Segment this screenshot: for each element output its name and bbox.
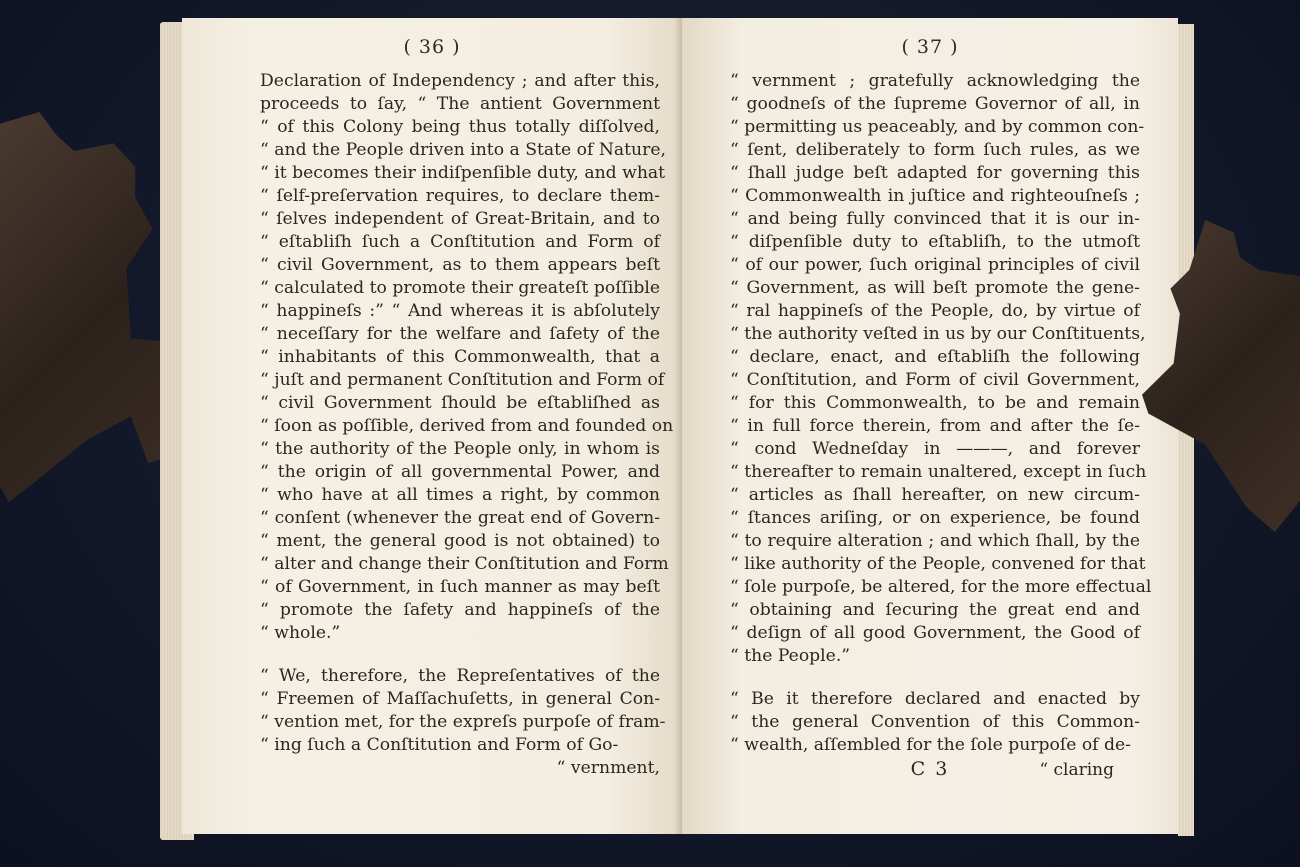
text-line: “ Conſtitution, and Form of civil Government, [730,370,1140,390]
text-line: “ ing ſuch a Conſtitution and Form of Go- [260,735,619,755]
text-line: “ juſt and permanent Conſtitution and Form of [260,370,665,390]
text-line: “ the authority veſted in us by our Conſtituents, [730,324,1146,344]
text-line: “ Be it therefore declared and enacted by [730,689,1140,709]
text-line: “ vernment ; gratefully acknowledging the [730,71,1140,91]
paragraph-gap [730,668,1140,688]
text-line: “ the general Convention of this Common- [730,712,1140,732]
catchword-right: “ claring [1039,760,1114,780]
text-line: “ the People.” [730,646,851,666]
text-line: “ eſtabliſh ſuch a Conſtitution and Form of [260,232,660,252]
text-line: “ promote the ſafety and happineſs of the [260,600,660,620]
text-line: “ civil Government, as to them appears beſt [260,255,660,275]
text-line: “ alter and change their Conſtitution and Form [260,554,669,574]
text-line: “ the origin of all governmental Power, and [260,462,660,482]
text-line: “ of our power, ſuch original principles of civil [730,255,1140,275]
left-page-text [260,70,674,780]
right-page [682,18,1178,834]
text-line: “ deſign of all good Government, the Good of [730,623,1140,643]
text-line: “ in full force therein, from and after the ſe- [730,416,1140,436]
text-line: proceeds to ſay, “ The antient Government [260,94,660,114]
text-line: “ declare, enact, and eſtabliſh the following [730,347,1140,367]
text-line: “ ſelves independent of Great-Britain, and to [260,209,660,229]
text-line: “ ſelf-preſervation requires, to declare them- [260,186,660,206]
text-line: “ ſent, deliberately to form ſuch rules, as we [730,140,1140,160]
right-page-text [730,70,1152,757]
text-line: “ inhabitants of this Commonwealth, that a [260,347,660,367]
text-line: “ vention met, for the expreſs purpoſe of fram- [260,712,666,732]
text-line: “ Freemen of Maſſachuſetts, in general Con- [260,689,660,709]
text-line: “ Government, as will beſt promote the gene- [730,278,1140,298]
text-line: “ and being fully convinced that it is our in- [730,209,1140,229]
text-line: “ happineſs :” “ And whereas it is abſolutely [260,301,660,321]
text-line: “ of this Colony being thus totally diſſolved, [260,117,660,137]
text-line: “ the authority of the People only, in whom is [260,439,660,459]
text-line: “ calculated to promote their greateſt poſſible [260,278,661,298]
text-line: “ whole.” [260,623,341,643]
text-line: “ to require alteration ; and which ſhall, by the [730,531,1140,551]
left-page [182,18,682,834]
text-line: “ obtaining and ſecuring the great end and [730,600,1140,620]
text-line: “ for this Commonwealth, to be and remain [730,393,1140,413]
text-line: “ and the People driven into a State of Nature, [260,140,666,160]
text-line: “ conſent (whenever the great end of Govern- [260,508,660,528]
text-line: “ wealth, aſſembled for the ſole purpoſe of de- [730,735,1131,755]
text-line: “ ſhall judge beſt adapted for governing this [730,163,1140,183]
text-line: “ like authority of the People, convened for that [730,554,1146,574]
text-line: “ ral happineſs of the People, do, by virtue of [730,301,1140,321]
catchword: “ vernment, [556,758,660,778]
text-line: “ civil Government ſhould be eſtabliſhed as [260,393,660,413]
page-number-36: ( 36 ) [403,36,461,58]
open-book [160,16,1194,842]
text-line: “ cond Wedneſday in ———, and forever [730,439,1140,459]
signature-mark: C 3 [910,758,950,780]
text-line: “ thereafter to remain unaltered, except in ſuch [730,462,1147,482]
text-line: “ articles as ſhall hereafter, on new circum- [730,485,1140,505]
text-line: “ Commonwealth in juſtice and righteouſneſs ; [730,186,1140,206]
text-line: “ permitting us peaceably, and by common con- [730,117,1145,137]
text-line: “ goodneſs of the ſupreme Governor of all, in [730,94,1140,114]
text-line: Declaration of Independency ; and after this, [260,71,660,91]
text-line: “ it becomes their indiſpenſible duty, and what [260,163,666,183]
text-line: “ We, therefore, the Repreſentatives of the [260,666,660,686]
text-line: “ ment, the general good is not obtained) to [260,531,660,551]
text-line: “ ſole purpoſe, be altered, for the more effectual [730,577,1152,597]
text-line: “ ſtances ariſing, or on experience, be found [730,508,1140,528]
text-line: “ diſpenſible duty to eſtabliſh, to the utmoſt [730,232,1140,252]
text-line: “ neceſſary for the welfare and ſafety of the [260,324,660,344]
text-line: “ who have at all times a right, by common [260,485,660,505]
text-line: “ of Government, in ſuch manner as may beſt [260,577,660,597]
page-number-37: ( 37 ) [901,36,959,58]
paragraph-gap [260,645,660,665]
text-line: “ ſoon as poſſible, derived from and founded on [260,416,674,436]
